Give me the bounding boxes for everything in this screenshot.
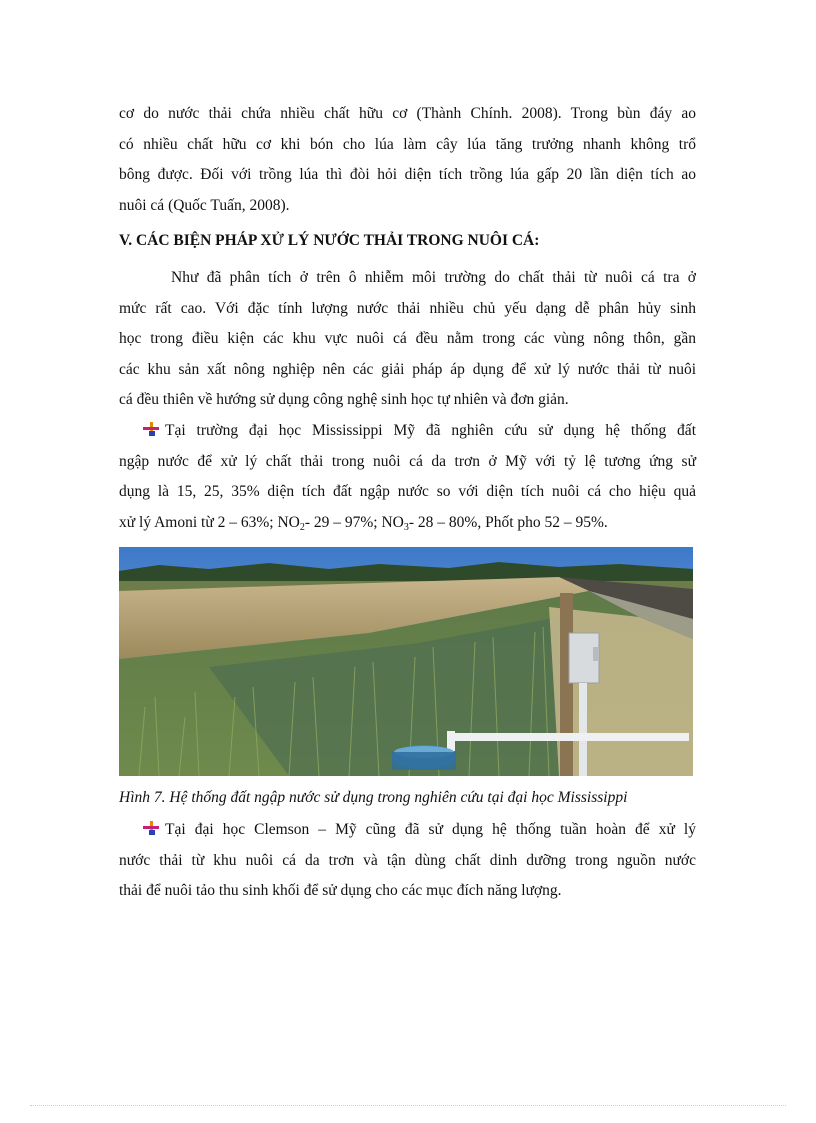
no2-subscript: 2 [299, 521, 305, 533]
section-heading: V. CÁC BIỆN PHÁP XỬ LÝ NƯỚC THẢI TRONG NUÔI CÁ: [119, 232, 540, 249]
page-bottom-divider [30, 1105, 786, 1106]
bullet-clemson [119, 815, 696, 907]
four-point-star-bullet-icon [143, 821, 159, 835]
text-line: cơ do nước thải chứa nhiều chất hữu cơ (Thành Chính. 2008). Trong bùn đáy ao [119, 105, 696, 122]
paragraph-analysis [119, 263, 696, 416]
no2-text: - 29 – 97%; NO [304, 513, 404, 531]
text-line: mức rất cao. Với đặc tính lượng nước thải nhiều chủ yếu dạng dễ phân hủy sinh [119, 299, 696, 317]
wetland-photo-illustration [119, 547, 693, 776]
text-line: cá đều thiên về hướng sử dụng công nghệ sinh học tự nhiên và đơn giản. [119, 391, 569, 408]
text-line: bông được. Đối với trồng lúa thì đòi hỏi diện tích trồng lúa gấp 20 lần diện tích ao [119, 166, 696, 183]
wetland-photo [119, 547, 693, 776]
four-point-star-bullet-icon [143, 422, 159, 436]
bullet-text: Tại trường đại học Mississippi Mỹ đã nghiên cứu sử dụng hệ thống đất [165, 422, 696, 439]
text-line: thải để nuôi tảo thu sinh khối để sử dụng cho các mục đích năng lượng. [119, 882, 562, 899]
text-line: các khu sản xất nông nghiệp nên các giải pháp áp dụng để xử lý nước thải từ nuôi [119, 360, 696, 378]
text-line: dụng là 15, 25, 35% diện tích đất ngập nước so với diện tích nuôi cá cho hiệu quả [119, 483, 696, 500]
no3-subscript: 3 [403, 521, 409, 533]
bullet-mississippi [119, 416, 696, 538]
no3-text: - 28 – 80%, Phốt pho 52 – 95%. [408, 513, 608, 531]
text-line: có nhiều chất hữu cơ khi bón cho lúa làm cây lúa tăng trưởng nhanh không trổ [119, 135, 696, 153]
text-line: nước thải từ khu nuôi cá da trơn và tận dùng chất dinh dưỡng trong nguồn nước [119, 851, 696, 869]
bullet-text: Tại đại học Clemson – Mỹ cũng đã sử dụng hệ thống tuần hoàn để xử lý [165, 821, 696, 838]
text-line [119, 416, 696, 447]
text-line: Như đã phân tích ở trên ô nhiễm môi trường do chất thải từ nuôi cá tra ở [171, 269, 696, 286]
text-line [119, 815, 696, 846]
paragraph-intro [119, 99, 696, 221]
text-line: nuôi cá (Quốc Tuấn, 2008). [119, 196, 290, 214]
figure-caption: Hình 7. Hệ thống đất ngập nước sử dụng trong nghiên cứu tại đại học Mississippi [119, 789, 628, 806]
text-line: học trong điều kiện các khu vực nuôi cá đều nằm trong các vùng nông thôn, gần [119, 330, 696, 347]
amoni-text: xử lý Amoni từ 2 – 63%; NO [119, 513, 300, 531]
text-line-with-chemistry [119, 508, 696, 539]
text-line: ngập nước để xử lý chất thải trong nuôi cá da trơn ở Mỹ với tỷ lệ tương ứng sử [119, 452, 696, 470]
